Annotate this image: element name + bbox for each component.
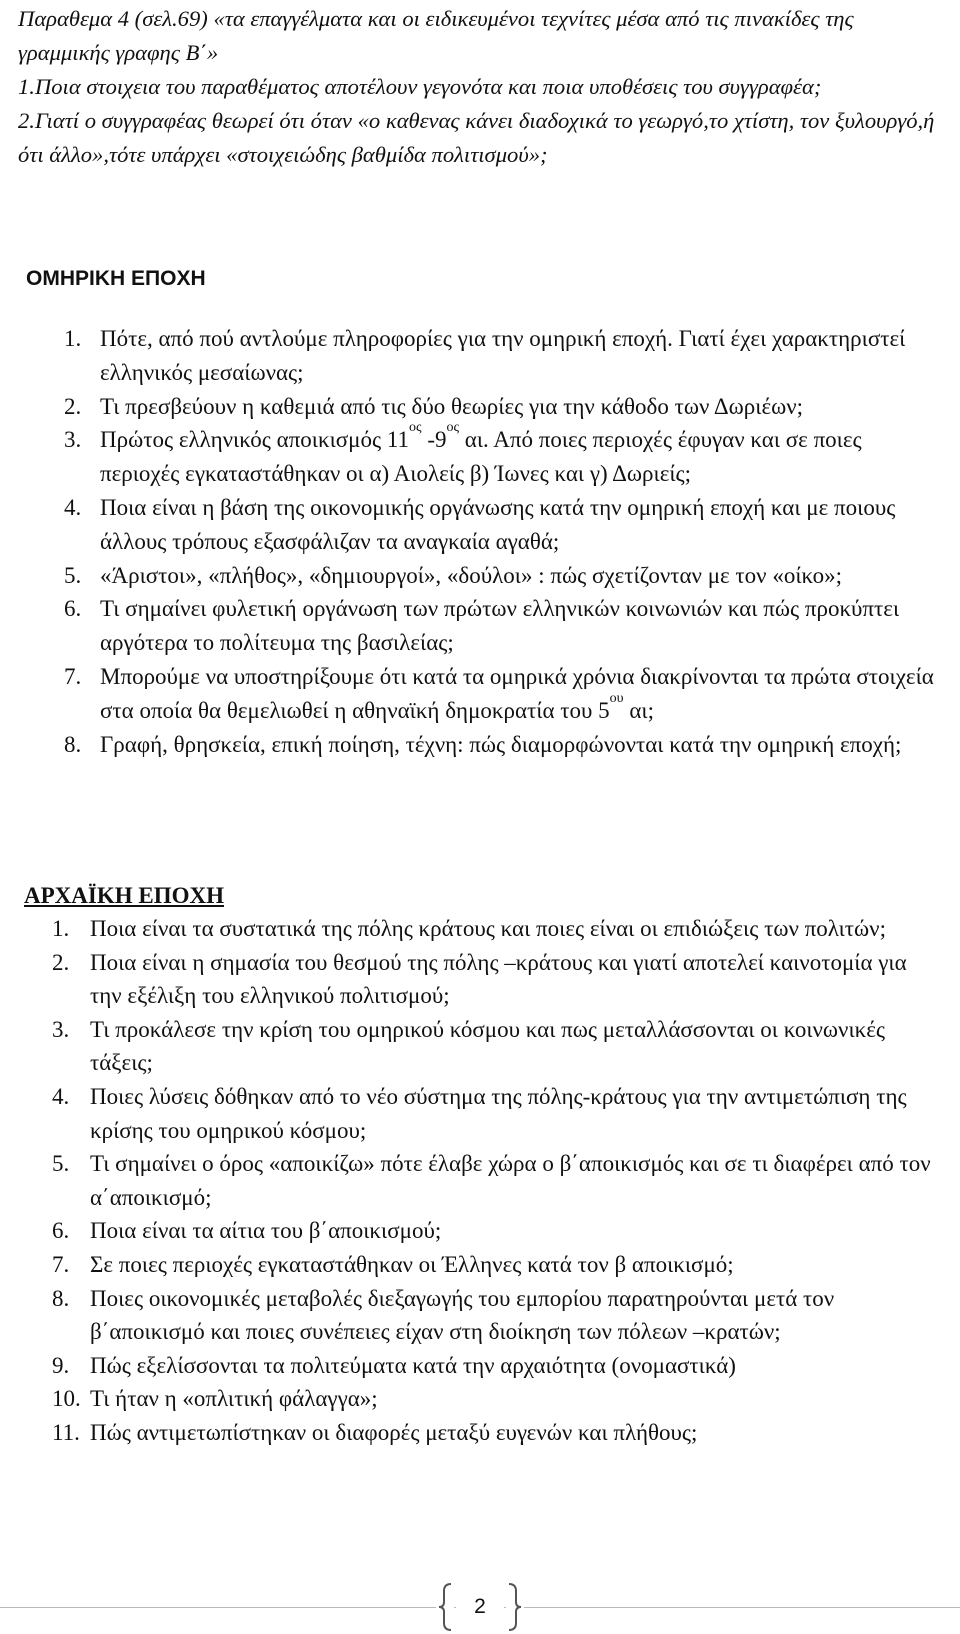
item-number: 8. xyxy=(64,731,82,757)
list-item xyxy=(24,1147,944,1214)
item-number: 1. xyxy=(52,916,70,941)
item-number: 3. xyxy=(64,427,82,453)
item-text: Τι προκάλεσε την κρίση του ομηρικού κόσμου και πως μεταλλάσσονται οι κοινωνικές τάξεις; xyxy=(90,1016,885,1076)
page-footer xyxy=(0,1580,960,1634)
intro-excerpt-title: Παραθεμα 4 (σελ.69) «τα επαγγέλματα και οι ειδικευμένοι τεχνίτες μέσα από τις πινακίδες της γραμμικής γραφης Β΄» xyxy=(18,6,854,65)
item-number: 10. xyxy=(52,1386,81,1412)
item-text-part: Πρώτος ελληνικός αποικισμός 11 xyxy=(100,427,410,453)
item-number: 5. xyxy=(52,1151,70,1177)
ordinal-superscript: ου xyxy=(609,690,624,706)
item-text: Σε ποιες περιοχές εγκαταστάθηκαν οι Έλληνες κατά τον β αποικισμό; xyxy=(90,1251,734,1277)
list-item xyxy=(24,946,944,1013)
item-text: Ποιες οικονομικές μεταβολές διεξαγωγής του εμπορίου παρατηρούνται μετά τον β΄αποικισμό και ποιες συνέπειες είχαν στη διοίκηση των πόλεων –κρατών; xyxy=(90,1285,835,1345)
item-text: Πότε, από πού αντλούμε πληροφορίες για την ομηρική εποχή. Γιατί έχει χαρακτηριστεί ελληνικός μεσαίωνας; xyxy=(100,326,906,385)
list-item xyxy=(24,1349,944,1383)
section-heading-archaiki: ΑΡΧΑΪΚΗ ΕΠΟΧΗ xyxy=(24,883,224,908)
ordinal-superscript: ος xyxy=(409,420,422,436)
item-text-part: Μπορούμε να υποστηρίξουμε ότι κατά τα ομηρικά χρόνια διακρίνονται τα πρώτα στοιχεία στα οποία θα θεμελιωθεί η αθηναϊκή δημοκρατία του 5 xyxy=(100,663,934,723)
item-number: 6. xyxy=(52,1218,70,1244)
list-item xyxy=(24,1282,944,1349)
item-number: 8. xyxy=(52,1285,70,1311)
list-item xyxy=(24,1248,944,1282)
item-text xyxy=(100,420,862,487)
item-text: Ποια είναι η βάση της οικονομικής οργάνωσης κατά την ομηρική εποχή και με ποιους άλλους τρόπους εξασφάλιζαν τα αναγκαία αγαθά; xyxy=(100,494,896,554)
item-number: 4. xyxy=(64,494,82,520)
item-text: Τι σημαίνει φυλετική οργάνωση των πρώτων ελληνικών κοινωνιών και πώς προκύπτει αργότερα το πολίτευμα της βασιλείας; xyxy=(100,596,900,656)
item-text: Γραφή, θρησκεία, επική ποίηση, τέχνη: πώς διαμορφώνονται κατά την ομηρική εποχή; xyxy=(100,731,902,757)
list-item xyxy=(24,912,944,946)
section-heading-omiriki: ΟΜΗΡΙΚΗ ΕΠΟΧΗ xyxy=(26,267,206,290)
list-item xyxy=(24,1013,944,1080)
item-text: Ποια είναι η σημασία του θεσμού της πόλης –κράτους και γιατί αποτελεί καινοτομία για την εξέλιξη του ελληνικού πολιτισμού; xyxy=(90,949,907,1009)
item-number: 6. xyxy=(64,596,82,622)
item-number: 11. xyxy=(52,1419,80,1445)
archaiki-question-list xyxy=(24,912,944,1450)
item-text: Τι πρεσβεύουν η καθεμιά από τις δύο θεωρίες για την κάθοδο των Δωριέων; xyxy=(100,393,804,419)
list-item xyxy=(24,1214,944,1248)
item-number: 3. xyxy=(52,1016,70,1042)
item-number: 4. xyxy=(52,1083,70,1109)
list-item xyxy=(28,559,940,593)
list-item xyxy=(24,1382,944,1416)
item-text-part: αι. Από ποιες περιοχές έφυγαν και σε ποιες περιοχές εγκαταστάθηκαν οι α) Αιολείς β) Ίωνες και γ) Δωριείς; xyxy=(100,427,862,487)
ordinal-superscript: ος xyxy=(446,420,460,436)
right-curly-bracket-icon xyxy=(506,1582,524,1632)
item-text: Τι σημαίνει ο όρος «αποικίζω» πότε έλαβε χώρα ο β΄αποικισμός και σε τι διαφέρει από τον α΄αποικισμό; xyxy=(90,1151,931,1210)
intro-question-2: 2.Γιατί ο συγγραφέας θεωρεί ότι όταν «ο καθενας κάνει διαδοχικά το γεωργό,το χτίστη, τον ξυλουργό,ή ότι άλλο»,τότε υπάρχει «στοιχειώδης βαθμίδα πολιτισμού»; xyxy=(18,108,935,167)
item-number: 2. xyxy=(52,949,70,975)
list-item xyxy=(28,660,940,728)
list-item xyxy=(24,1080,944,1147)
item-text-part: -9 xyxy=(421,427,447,453)
omiriki-question-list xyxy=(28,322,940,761)
item-text-part: αι; xyxy=(623,697,654,723)
item-text: Ποια είναι τα αίτια του β΄αποικισμού; xyxy=(90,1218,442,1244)
item-text: Πώς εξελίσσονται τα πολιτεύματα κατά την αρχαιότητα (ονομαστικά) xyxy=(90,1352,736,1378)
item-number: 7. xyxy=(64,663,82,689)
item-number: 5. xyxy=(64,562,82,588)
list-item xyxy=(28,592,940,660)
list-item xyxy=(28,420,940,491)
item-number: 1. xyxy=(64,326,82,351)
item-number: 9. xyxy=(52,1352,70,1378)
list-item xyxy=(28,390,940,424)
item-text: Ποια είναι τα συστατικά της πόλης κράτους και ποιες είναι οι επιδιώξεις των πολιτών; xyxy=(90,916,886,941)
item-text: «Άριστοι», «πλήθος», «δημιουργοί», «δούλοι» : πώς σχετίζονταν με τον «οίκο»; xyxy=(100,562,842,588)
item-text: Ποιες λύσεις δόθηκαν από το νέο σύστημα της πόλης-κράτους για την αντιμετώπιση της κρίσης του ομηρικού κόσμου; xyxy=(90,1083,907,1143)
item-number: 7. xyxy=(52,1251,70,1277)
page-number: 2 xyxy=(456,1592,504,1622)
item-text: Πώς αντιμετωπίστηκαν οι διαφορές μεταξύ ευγενών και πλήθους; xyxy=(90,1419,698,1445)
list-item xyxy=(28,728,940,762)
left-curly-bracket-icon xyxy=(436,1582,454,1632)
intro-block xyxy=(18,2,948,172)
list-item xyxy=(24,1416,944,1450)
intro-question-1: 1.Ποια στοιχεια του παραθέματος αποτέλουν γεγονότα και ποια υποθέσεις του συγγραφέα; xyxy=(18,74,822,99)
item-text: Τι ήταν η «οπλιτική φάλαγγα»; xyxy=(90,1386,378,1412)
item-number: 2. xyxy=(64,393,82,419)
item-text xyxy=(100,664,934,723)
list-item xyxy=(28,322,940,390)
list-item xyxy=(28,491,940,559)
